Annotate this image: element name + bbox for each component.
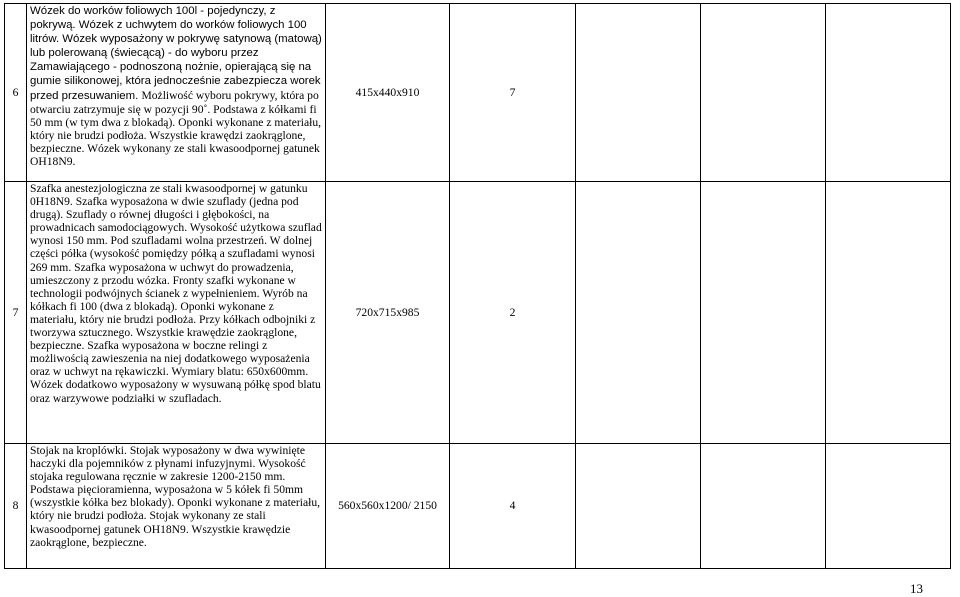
empty-cell — [826, 182, 951, 444]
item-description — [27, 4, 326, 182]
item-number: 7 — [5, 182, 27, 444]
empty-cell — [576, 4, 701, 182]
page-number: 13 — [910, 581, 923, 596]
empty-cell — [701, 444, 826, 569]
item-quantity: 7 — [450, 4, 576, 182]
table-body — [5, 4, 951, 569]
description-text: Stojak na kroplówki. Stojak wyposażony w dwa wywinięte haczyki dla pojemników z płynami infuzyjnymi. Wysokość stojaka regulowana ręcznie w zakresie 1200-2150 mm. Podstawa pięcioramienna, wyposażona w 5 kółek fi 50mm (wszystkie kółka bez blokady). Oponki wykonane z materiału, który nie brudzi podłoża. Stojak wykonany ze stali kwasoodpornej gatunek OH18N9. Wszystkie krawędzie zaokrąglone, bezpieczne. — [30, 444, 321, 549]
item-dimensions: 720x715x985 — [326, 182, 450, 444]
item-description — [27, 182, 326, 444]
item-quantity: 2 — [450, 182, 576, 444]
item-dimensions: 560x560x1200/ 2150 — [326, 444, 450, 569]
item-number: 6 — [5, 4, 27, 182]
empty-cell — [576, 444, 701, 569]
table-row — [5, 182, 951, 444]
description-text: Szafka anestezjologiczna ze stali kwasoodpornej w gatunku 0H18N9. Szafka wyposażona w dwie szuflady (jedna pod drugą). Szuflady o równej długości i głębokości, na prowadnicach samodociągowych. Wysokość użytkowa szuflad wynosi 150 mm. Pod szufladami wolna przestrzeń. W dolnej części półka (wysokość pomiędzy półką a szufladami wynosi 269 mm. Szafka wyposażona w uchwyt do prowadzenia, umieszczony z przodu wózka. Fronty szafki wykonane w technologii podwójnych ścianek z wypełnieniem. Wyrób na kółkach fi 100 (dwa z blokadą). Oponki wykonane z materiału, który nie brudzi podłoża. Przy kółkach odbojniki z tworzywa sztucznego. Wszystkie krawędzie zaokrąglone, bezpieczne. Szafka wyposażona w boczne relingi z możliwością zawieszenia na niej dodatkowego wyposażenia oraz w uchwyt na rękawiczki. Wymiary blatu: 650x600mm. Wózek dodatkowo wyposażony w wysuwaną półkę spod blatu oraz warzywowe podziałki w szufladach. — [30, 182, 322, 405]
description-text: Możliwość wyboru pokrywy, która po otwarciu zatrzymuje się w pozycji 90˚. Podstawa z kółkami fi 50 mm (w tym dwa z blokadą). Oponki wykonane z materiału, który nie brudzi podłoża. Wszystkie krawędzi zaokrąglone, bezpieczne. Wózek wykonany ze stali kwasoodpornej gatunek OH18N9. — [30, 88, 322, 169]
empty-cell — [826, 444, 951, 569]
item-description — [27, 444, 326, 569]
empty-cell — [576, 182, 701, 444]
item-quantity: 4 — [450, 444, 576, 569]
description-text: Wózek do worków foliowych 100l - pojedynczy, z pokrywą. Wózek z uchwytem do worków foliowych 100 litrów. Wózek wyposażony w pokrywę satynową (matową) lub polerowaną (świecącą) - do wyboru przez Zamawiającego - podnoszoną nożnie, opierającą się na gumie silikonowej, która jednocześnie zabezpiecza worek przed przesuwaniem. — [30, 5, 322, 102]
item-dimensions: 415x440x910 — [326, 4, 450, 182]
item-number: 8 — [5, 444, 27, 569]
specification-table — [4, 3, 951, 569]
empty-cell — [826, 4, 951, 182]
empty-cell — [701, 4, 826, 182]
empty-cell — [701, 182, 826, 444]
table-row — [5, 4, 951, 182]
table-row — [5, 444, 951, 569]
